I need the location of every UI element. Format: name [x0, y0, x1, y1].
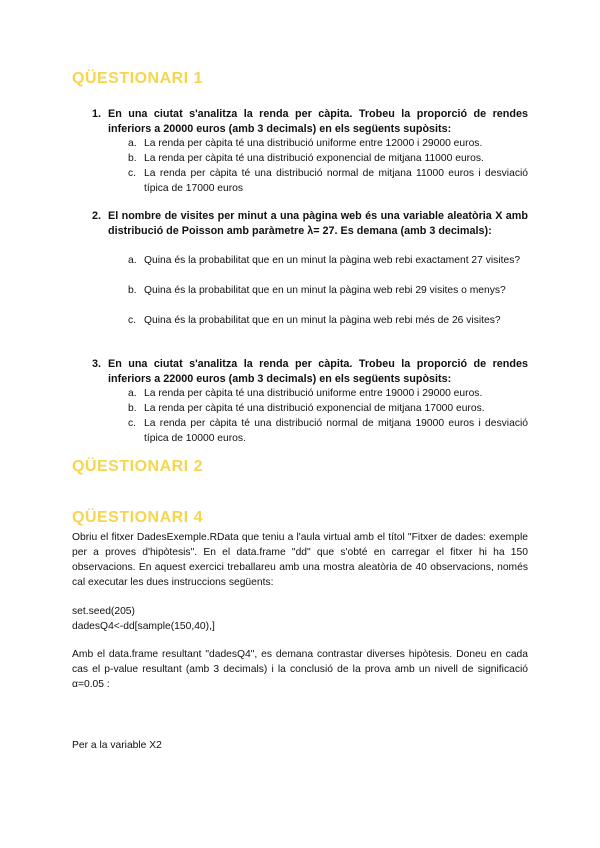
- option-letter: b.: [128, 153, 137, 164]
- question-3: [92, 357, 528, 387]
- variable-label: Per a la variable X2: [72, 740, 162, 751]
- option-letter: b.: [128, 403, 137, 414]
- option-letter: b.: [128, 285, 137, 296]
- questionnaire-2-heading: QÜESTIONARI 2: [72, 458, 203, 475]
- option-text: Quina és la probabilitat que en un minut la pàgina web rebi més de 26 visites?: [144, 315, 501, 326]
- question-number: 3.: [92, 358, 102, 370]
- option-letter: c.: [128, 168, 137, 179]
- question-2: [92, 209, 528, 239]
- question-2-option-a: [128, 253, 528, 268]
- question-1-option-b: [128, 151, 528, 166]
- questionnaire-1-heading: QÜESTIONARI 1: [72, 70, 203, 87]
- option-letter: a.: [128, 138, 137, 149]
- question-1-option-a: [128, 136, 528, 151]
- intro-paragraph: Obriu el fitxer DadesExemple.RData que teniu a l'aula virtual amb el títol "Fitxer de dades: exemple per a proves d'hipòtesis". En el data.frame "dd" que s'obté en carregar el fitxer hi ha 150 observacions. En aquest exercici treballareu amb una mostra aleatòria de 40 observacions, només cal executar les dues instruccions següents:: [72, 532, 528, 588]
- question-2-option-b: [128, 283, 528, 298]
- option-letter: c.: [128, 418, 137, 429]
- option-letter: c.: [128, 315, 137, 326]
- option-text: La renda per càpita té una distribució uniforme entre 12000 i 29000 euros.: [144, 138, 483, 149]
- instructions-paragraph: Amb el data.frame resultant "dadesQ4", es demana contrastar diverses hipòtesis. Doneu en cada cas el p-value resultant (amb 3 decimals) i la conclusió de la prova amb un nivell de significació α=0.05 :: [72, 649, 528, 690]
- question-3-option-c: [128, 416, 528, 446]
- question-1: [92, 107, 528, 137]
- question-1-option-c: [128, 166, 528, 196]
- option-letter: a.: [128, 388, 137, 399]
- option-text: La renda per càpita té una distribució exponencial de mitjana 11000 euros.: [144, 153, 484, 164]
- code-line-1: set.seed(205): [72, 606, 135, 617]
- question-text: En una ciutat s'analitza la renda per càpita. Trobeu la proporció de rendes inferiors a 22000 euros (amb 3 decimals) en els següents supòsits:: [108, 358, 528, 385]
- question-3-option-b: [128, 401, 528, 416]
- question-number: 2.: [92, 210, 102, 222]
- question-number: 1.: [92, 108, 102, 120]
- question-text: El nombre de visites per minut a una pàgina web és una variable aleatòria X amb distribució de Poisson amb paràmetre λ= 27. Es demana (amb 3 decimals):: [108, 210, 528, 237]
- option-text: La renda per càpita té una distribució normal de mitjana 19000 euros i desviació típica de 10000 euros.: [144, 418, 528, 444]
- question-2-option-c: [128, 313, 528, 328]
- question-3-option-a: [128, 386, 528, 401]
- option-text: La renda per càpita té una distribució exponencial de mitjana 17000 euros.: [144, 403, 485, 414]
- option-letter: a.: [128, 255, 137, 266]
- option-text: Quina és la probabilitat que en un minut la pàgina web rebi exactament 27 visites?: [144, 255, 521, 266]
- questionnaire-4-heading: QÜESTIONARI 4: [72, 509, 203, 526]
- option-text: La renda per càpita té una distribució uniforme entre 19000 i 29000 euros.: [144, 388, 483, 399]
- option-text: La renda per càpita té una distribució normal de mitjana 11000 euros i desviació típica de 17000 euros: [144, 168, 528, 194]
- question-text: En una ciutat s'analitza la renda per càpita. Trobeu la proporció de rendes inferiors a 20000 euros (amb 3 decimals) en els següents supòsits:: [108, 108, 528, 135]
- option-text: Quina és la probabilitat que en un minut la pàgina web rebi 29 visites o menys?: [144, 285, 506, 296]
- code-line-2: dadesQ4<-dd[sample(150,40),]: [72, 621, 215, 632]
